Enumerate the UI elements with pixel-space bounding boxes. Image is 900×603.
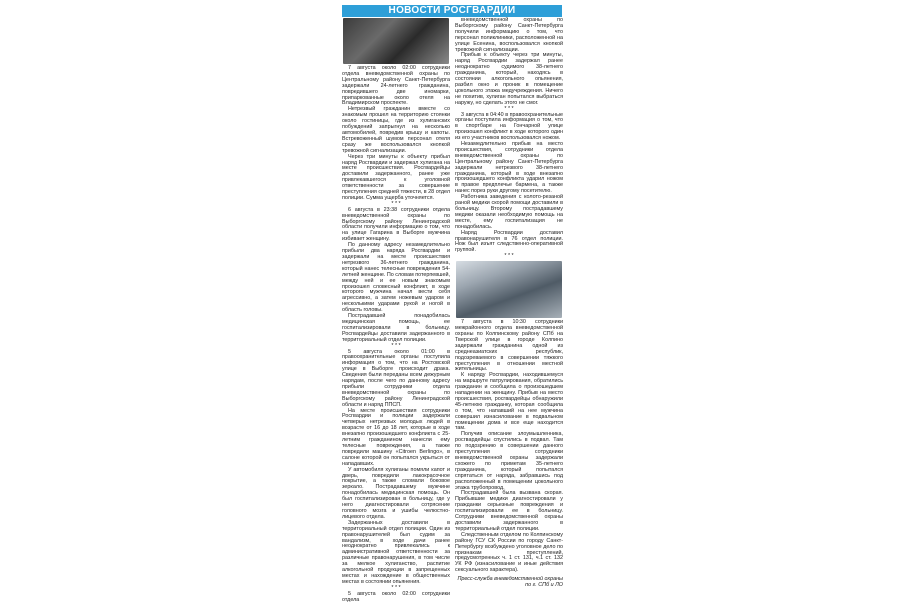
article-paragraph: Незамедлительно прибыв на место происшествия, сотрудники отдела вневедомственной охраны по Центральному району Санкт-Петербурга задержали нетрезвого 38-летнего гражданина, который в ходе внезапно произошедшего конфликта ударил ножом в правое предплечье бармена, а также нанес порез руки другому посетителю. bbox=[455, 141, 563, 195]
article-paragraph: К наряду Росгвардии, находившемуся на маршруте патрулирования, обратились гражданин и сообщила о произошедшем нападении на женщину. Прибыв на место происшествия, росгвардейцы обнаружили 45-летнюю гражданку, которая сообщила о том, что напавший на нее мужчина совершил изнасилование в подвальном помещении дома и все еще находится там. bbox=[455, 372, 563, 432]
right-column bbox=[455, 18, 563, 588]
article-paragraph: По данному адресу незамедлительно прибыли два наряда Росгвардии и задержали на месте происшествия нетрезвого 36-летнего гражданина, который нанес телесные повреждения 54-летней женщине. По словам потерпевшей, между ней и ее новым знакомым произошел словесный конфликт, в ходе которого мужчина начал вести себя агрессивно, а затем ножевым ударом и несколькими ударами рукой и ногой в область головы. bbox=[342, 242, 451, 314]
article-separator: * * * bbox=[504, 253, 514, 260]
news-photo-car-damage bbox=[343, 18, 449, 64]
article-separator: * * * bbox=[391, 200, 401, 207]
article-paragraph: Получив описание злоумышленника, росгвардейцы спустились в подвал. Там по подозрению в совершении данного преступления сотрудники вневедомственной охраны задержали схожего по приметам 35-летнего гражданина, который попытался спрятаться от наряда, забравшись под расположенный в помещении цокольного этажа трубопровод. bbox=[455, 431, 563, 491]
article-paragraph: Пострадавшей понадобилась медицинская помощь, ее госпитализировали в больницу. Росгвардейцы доставили задержанного в территориальный отдел полиции. bbox=[342, 313, 450, 343]
article-paragraph: 3 августа в 04:40 в правоохранительные органы поступила информация о том, что в спортбаре на Гончарной улице произошел конфликт в ходе которого один из его участников воспользовался ножом. bbox=[455, 111, 563, 142]
article-paragraph: На месте происшествия сотрудники Росгвардии и полиции задержали четверых нетрезвых молодых людей в возрасте от 16 до 18 лет, которые в ходе внезапно произошедшего конфликта с 25-летним гражданином нанесли ему телесные повреждения, а также повредили машину «Citroen Berlingo», в салоне которой он попытался укрыться от нападавших. bbox=[342, 407, 450, 467]
article-paragraph: 6 августа в 23:38 сотрудники отдела вневедомственной охраны по Выборгскому району Ленинградской области получили информацию о том, что на улице Гагарина в Выборге мужчина избивает женщину. bbox=[342, 206, 450, 243]
article-paragraph: вневедомственной охраны по Выборгскому району Санкт-Петербурга получили информацию о том, что персонал поликлиники, расположенной на улице Есенина, воспользовался кнопкой тревожной сигнализации. bbox=[455, 17, 563, 53]
article-separator: * * * bbox=[391, 584, 401, 591]
article-paragraph: 7 августа в 10:30 сотрудники межрайонного отдела вневедомственной охраны по Колпинскому району СПб на Тверской улице в городе Колпино задержали гражданина одной из среднеазиатских республик, подозреваемого в совершении тяжкого преступления в отношении местной жительницы. bbox=[455, 319, 563, 373]
article-paragraph: У автомобиля хулиганы помяли капот и дверь, повредили лакокрасочное покрытие, а также сломали боковое зеркало. Пострадавшему мужчине понадобилась медицинская помощь. Он был госпитализирован в больницу, где у него диагностировали сотрясение головного мозга и ушибы челюстно-лицевого отдела. bbox=[342, 466, 450, 520]
article-paragraph: Пострадавшей была вызвана скорая. Прибывшие медики диагностировали у гражданки серьезные повреждения и госпитализировали ее в больницу. Сотрудники вневедомственной охраны доставили задержанного в территориальный отдел полиции. bbox=[455, 490, 563, 532]
section-banner: НОВОСТИ РОСГВАРДИИ bbox=[342, 5, 562, 17]
article-paragraph: 5 августа около 02:00 сотрудники отдела bbox=[342, 590, 450, 603]
article-paragraph: Работника заведения с колото-резаной раной медики скорой помощи доставили в больницу. Второму пострадавшему медики оказали необходимую помощь на месте, ему госпитализация не понадобилась. bbox=[455, 194, 563, 230]
newspaper-page bbox=[339, 0, 565, 603]
article-paragraph: Следственным отделом по Колпинскому району ГСУ СК России по городу Санкт-Петербургу возбуждено уголовное дело по признакам преступлений, предусмотренных ч. 1 ст. 131, ч.1 ст. 132 УК РФ (изнасилование и иные действия сексуального характера). bbox=[455, 531, 563, 574]
press-service-signature: Пресс-служба вневедомственной охраны по г. СПб и ЛО bbox=[457, 576, 563, 589]
article-separator: * * * bbox=[391, 342, 401, 349]
article-paragraph: 5 августа около 01:00 в правоохранительные органы поступила информация о том, что на Ростовской улице в Выборге происходит драка. Сведения были переданы всем дежурным нарядам, после чего по данному адресу прибыли сотрудники отдела вневедомственной охраны по Выборгскому району Ленинградской области и наряд ППСП. bbox=[342, 348, 450, 408]
article-paragraph: Задержанных доставили в территориальный отдел полиции. Один из правонарушителей был судим за вандализм, в ходе дачи ранее неоднократно привлекались к административной ответственности за различные правонарушения, в том числе за мелкое хулиганство, распитие алкогольной продукции в запрещенных местах и нахождение в общественных местах в состоянии опьянения. bbox=[342, 519, 450, 585]
news-photo-police-car bbox=[456, 261, 562, 318]
article-paragraph: 7 августа около 02:00 сотрудники отдела вневедомственной охраны по Центральному району Санкт-Петербурга задержали 24-летнего гражданина, повредившего две иномарки, припаркованные около отеля на Владимирском проспекте. bbox=[342, 65, 450, 107]
article-paragraph: Через три минуты к объекту прибыл наряд Росгвардии и задержал хулигана на месте происшествия. Росгвардейцы доставили задержанного, ранее уже привлекавшегося к уголовной ответственности за совершение преступления средней тяжести, в 28 отдел полиции. Сумма ущерба уточняется. bbox=[342, 153, 450, 201]
article-paragraph: Прибыв к объекту через три минуты, наряд Росгвардии задержал ранее неоднократно судимого 38-летнего гражданина, который, находясь в состоянии алкогольного опьянения, разбил окно и проник в помещение цокольного этажа медучреждения. Ничего не похитив, хулиган попытался выбраться наружу, но сделать этого не смог. bbox=[455, 52, 563, 106]
article-paragraph: Нетрезвый гражданин вместе со знакомым прошел на территорию стоянки около гостиницы, где из хулиганских побуждений запрыгнул на несколько автомобилей, повредив крышу и капоты. Встревоженный шумом персонал отеля сразу же воспользовался кнопкой тревожной сигнализации. bbox=[342, 106, 450, 154]
left-column bbox=[342, 18, 450, 603]
article-paragraph: Наряд Росгвардии доставил правонарушителя в 76 отдел полиции. Нож был изъят следственно-оперативной группой. bbox=[455, 229, 563, 254]
article-separator: * * * bbox=[504, 105, 514, 112]
